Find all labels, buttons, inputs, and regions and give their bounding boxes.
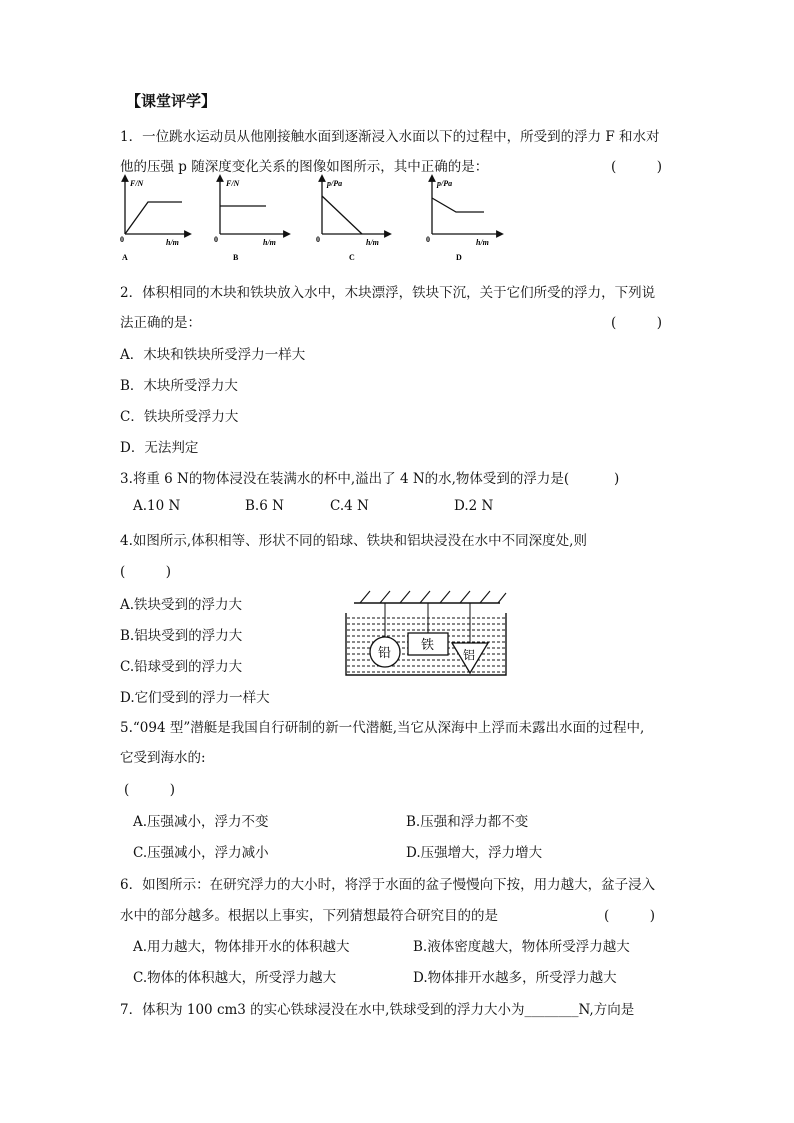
graph-c-caption: C: [349, 253, 355, 262]
graph-d-origin: 0: [426, 235, 430, 244]
q5-stem-line2: 它受到海水的:: [120, 750, 206, 766]
graph-a-xlabel: h/m: [166, 238, 179, 247]
q6-answer-blank: ( ): [604, 908, 656, 924]
q4-stem: 4.如图所示,体积相等、形状不同的铅球、铁块和铝块浸没在水中不同深度处,则: [120, 533, 587, 549]
graph-c-xlabel: h/m: [366, 238, 379, 247]
q5-option-c: C.压强减小，浮力减小: [133, 845, 269, 861]
q3-option-b: B.6 N: [245, 498, 284, 514]
graph-d-caption: D: [456, 253, 462, 262]
q1-graphs-figure: [110, 172, 510, 264]
graph-b-ylabel: F/N: [226, 179, 240, 188]
graph-c: [316, 178, 388, 262]
q3-option-d: D.2 N: [454, 498, 494, 514]
q6-option-d: D.物体排开水越多，所受浮力越大: [413, 970, 617, 986]
q4-option-c: C.铅球受到的浮力大: [120, 659, 243, 675]
graph-a-origin: 0: [120, 235, 124, 244]
graph-a-caption: A: [122, 253, 128, 262]
graph-d-xlabel: h/m: [476, 238, 489, 247]
q2-option-b: B．木块所受浮力大: [120, 378, 238, 394]
q4-option-b: B.铝块受到的浮力大: [120, 628, 243, 644]
graph-b-xlabel: h/m: [263, 238, 276, 247]
q2-option-a: A．木块和铁块所受浮力一样大: [120, 347, 306, 363]
q6-stem-line2: 水中的部分越多。根据以上事实，下列猜想最符合研究目的的是: [120, 908, 498, 924]
q1-answer-blank: ( ): [611, 159, 663, 175]
graph-c-ylabel: p/Pa: [327, 179, 343, 188]
q5-stem-line1: 5.“094 型”潜艇是我国自行研制的新一代潜艇,当它从深海中上浮而未露出水面的过程中,: [120, 720, 645, 736]
graph-d: [426, 178, 500, 262]
q2-stem-line2: 法正确的是：: [120, 315, 201, 331]
q4-answer-blank: ( ): [120, 564, 172, 580]
section-heading: 【课堂评学】: [126, 92, 217, 110]
graph-c-origin: 0: [316, 235, 320, 244]
q2-answer-blank: ( ): [611, 315, 663, 331]
q5-option-b: B.压强和浮力都不变: [406, 814, 529, 830]
q7-stem: 7．体积为 100 cm3 的实心铁球浸没在水中,铁球受到的浮力大小为________N,方向是: [120, 1002, 635, 1018]
graph-b: [214, 178, 287, 262]
graph-b-origin: 0: [214, 235, 218, 244]
q2-stem-line1: 2．体积相同的木块和铁块放入水中，木块漂浮，铁块下沉，关于它们所受的浮力，下列说: [120, 285, 656, 301]
graph-a-ylabel: F/N: [130, 179, 144, 188]
q2-option-d: D．无法判定: [120, 440, 199, 456]
q3-option-a: A.10 N: [133, 498, 181, 514]
q5-option-d: D.压强增大，浮力增大: [406, 845, 543, 861]
q4-beaker-figure: [340, 585, 512, 681]
lead-label: 铅: [378, 645, 392, 660]
q2-option-c: C．铁块所受浮力大: [120, 409, 239, 425]
aluminum-label: 铝: [463, 648, 476, 662]
q1-stem-line2: 他的压强 p 随深度变化关系的图像如图所示，其中正确的是：: [120, 159, 489, 175]
q5-option-a: A.压强减小，浮力不变: [133, 814, 269, 830]
q5-answer-blank: ( ): [124, 782, 176, 798]
graph-a: [120, 178, 188, 262]
q3-option-c: C.4 N: [330, 498, 369, 514]
graph-d-ylabel: p/Pa: [437, 179, 453, 188]
q4-option-a: A.铁块受到的浮力大: [120, 597, 243, 613]
q6-option-a: A.用力越大，物体排开水的体积越大: [133, 939, 350, 955]
q6-option-b: B.液体密度越大，物体所受浮力越大: [413, 939, 630, 955]
iron-label: 铁: [421, 637, 435, 652]
q4-option-d: D.它们受到的浮力一样大: [120, 690, 270, 706]
graph-b-caption: B: [233, 253, 239, 262]
q1-stem-line1: 1．一位跳水运动员从他刚接触水面到逐渐浸入水面以下的过程中，所受到的浮力 F 和水对: [120, 129, 660, 145]
q6-option-c: C.物体的体积越大，所受浮力越大: [133, 970, 337, 986]
q6-stem-line1: 6．如图所示：在研究浮力的大小时，将浮于水面的盆子慢慢向下按，用力越大，盆子浸入: [120, 877, 656, 893]
q3-stem: 3.将重 6 N的物体浸没在装满水的杯中,溢出了 4 N的水,物体受到的浮力是( ): [120, 471, 620, 487]
